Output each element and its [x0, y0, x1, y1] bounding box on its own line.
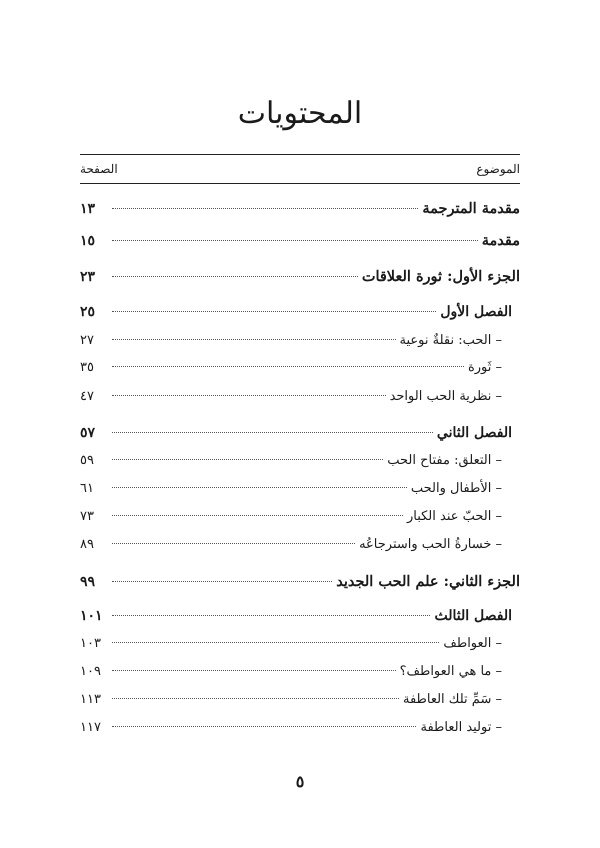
dot-leader [112, 670, 396, 671]
toc-entry-label: – التعلق: مفتاح الحب [387, 453, 502, 468]
dot-leader [112, 515, 403, 516]
dot-leader [112, 459, 383, 460]
dot-leader [112, 642, 439, 643]
toc-list [80, 196, 520, 756]
toc-entry-page: ٣٥ [80, 360, 94, 375]
toc-entry-page: ١٠٣ [80, 636, 101, 651]
toc-entry [80, 720, 520, 746]
toc-entry-page: ١٥ [80, 233, 96, 249]
dot-leader [112, 311, 436, 312]
dot-leader [112, 208, 418, 209]
toc-entry-page: ٦١ [80, 481, 94, 496]
toc-entry-label: الفصل الثاني [436, 425, 512, 441]
dot-leader [112, 487, 407, 488]
dot-leader [112, 543, 355, 544]
dot-leader [112, 726, 416, 727]
toc-entry-label: – سَمِّ تلك العاطفة [402, 692, 502, 707]
dot-leader [112, 432, 433, 433]
toc-entry-page: ٧٣ [80, 509, 94, 524]
toc-entry-page: ٢٥ [80, 304, 96, 320]
toc-entry [80, 232, 520, 258]
toc-entry [80, 636, 520, 662]
toc-entry-page: ٨٩ [80, 537, 94, 552]
toc-entry-label: – الحبّ عند الكبار [406, 509, 502, 524]
toc-entry [80, 509, 520, 535]
toc-entry-label: – نظرية الحب الواحد [389, 389, 502, 404]
toc-entry-label: الجزء الثاني: علم الحب الجديد [336, 573, 520, 590]
toc-entry-label: مقدمة المترجمة [422, 200, 520, 217]
toc-entry-page: ٤٧ [80, 389, 94, 404]
toc-entry [80, 481, 520, 507]
page-column-label: الصفحة [80, 162, 118, 176]
toc-entry-page: ٩٩ [80, 574, 96, 590]
dot-leader [112, 240, 478, 241]
toc-entry-label: – توليد العاطفة [420, 720, 502, 735]
header-bottom-rule [80, 183, 520, 184]
toc-entry-label: – العواطف [443, 636, 502, 651]
toc-entry [80, 389, 520, 415]
toc-entry [80, 425, 520, 451]
topic-column-label: الموضوع [476, 162, 520, 176]
toc-entry [80, 360, 520, 386]
toc-entry [80, 537, 520, 563]
toc-entry-page: ١٠٩ [80, 664, 101, 679]
toc-entry [80, 333, 520, 359]
toc-entry [80, 608, 520, 634]
header-top-rule [80, 154, 520, 155]
toc-entry-label: – ثَورة [467, 360, 502, 375]
toc-entry-label: مقدمة [481, 232, 520, 249]
toc-entry-page: ٢٧ [80, 333, 94, 348]
toc-entry-page: ٥٧ [80, 425, 96, 441]
toc-entry-page: ٥٩ [80, 453, 94, 468]
toc-entry-label: الفصل الثالث [434, 608, 512, 624]
toc-entry [80, 304, 520, 330]
page-title: المحتويات [237, 96, 363, 131]
toc-entry-page: ١٣ [80, 201, 96, 217]
page-number: ٥ [295, 772, 305, 791]
toc-entry-label: – الأطفال والحب [410, 481, 502, 496]
toc-entry-page: ٢٣ [80, 269, 96, 285]
dot-leader [112, 581, 332, 582]
toc-entry-page: ١١٣ [80, 692, 101, 707]
dot-leader [112, 615, 430, 616]
dot-leader [112, 366, 464, 367]
dot-leader [112, 276, 358, 277]
toc-entry [80, 453, 520, 479]
toc-entry-label: – ما هي العواطف؟ [399, 664, 502, 679]
toc-entry-page: ١١٧ [80, 720, 101, 735]
toc-entry [80, 200, 520, 226]
dot-leader [112, 698, 399, 699]
toc-entry [80, 692, 520, 718]
toc-entry-label: الجزء الأول: ثورة العلاقات [361, 268, 520, 285]
toc-entry-label: – الحب: نقلةٌ نوعية [399, 333, 502, 348]
toc-entry [80, 664, 520, 690]
toc-entry-page: ١٠١ [80, 608, 103, 624]
toc-entry [80, 268, 520, 294]
dot-leader [112, 395, 386, 396]
toc-header [80, 158, 520, 180]
dot-leader [112, 339, 396, 340]
toc-entry-label: الفصل الأول [440, 304, 512, 320]
toc-entry [80, 573, 520, 599]
toc-entry-label: – خسارةُ الحب واسترجاعُه [359, 537, 502, 552]
